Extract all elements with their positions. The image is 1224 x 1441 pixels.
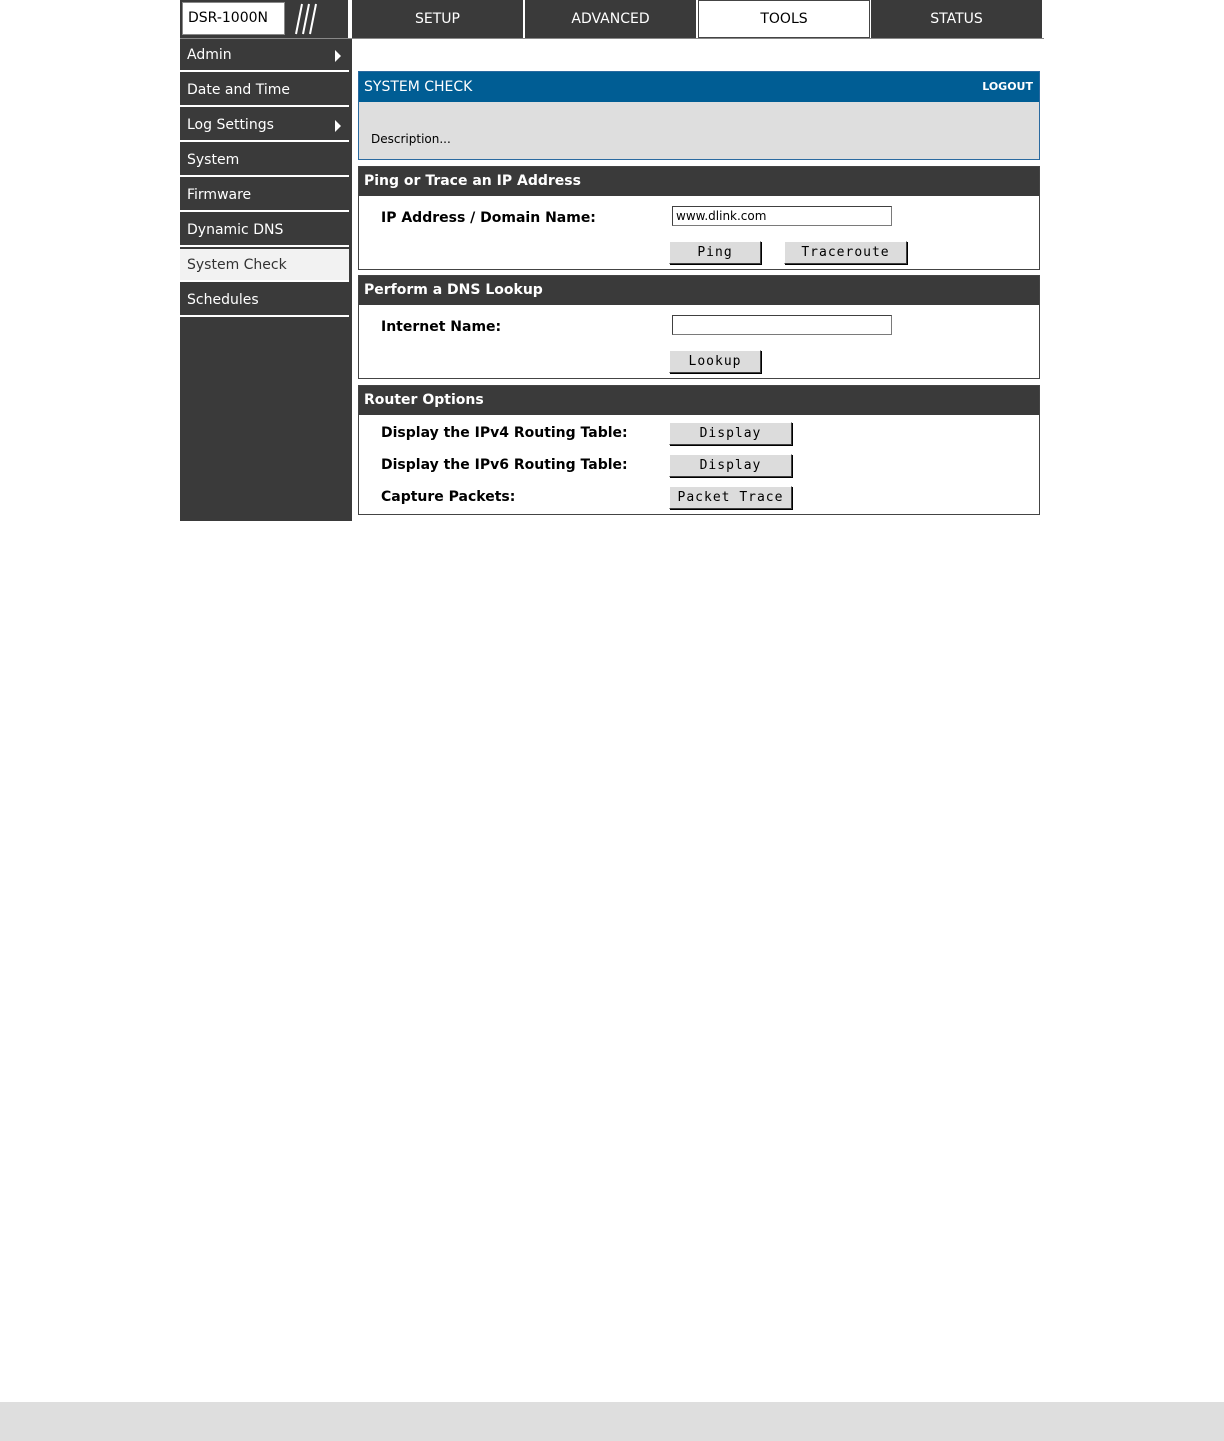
sidebar-item-label: Dynamic DNS [187,222,284,238]
router-options-section [358,385,1040,515]
ip-address-label: IP Address / Domain Name: [381,210,596,226]
sidebar [180,39,352,521]
sidebar-item-log-settings[interactable] [180,109,349,142]
sidebar-item-system[interactable] [180,144,349,177]
chevron-right-icon [335,120,341,132]
system-check-panel [358,71,1040,160]
dns-lookup-section [358,275,1040,379]
ping-section [358,166,1040,270]
sidebar-item-label: Date and Time [187,82,290,98]
sidebar-item-system-check[interactable] [180,249,349,282]
page-header [359,72,1039,102]
section-title: Perform a DNS Lookup [359,276,1039,305]
sidebar-item-label: Log Settings [187,117,274,133]
sidebar-item-label: Firmware [187,187,252,203]
internet-name-input[interactable] [672,315,892,335]
capture-packets-label: Capture Packets: [381,489,516,505]
ipv4-routing-label: Display the IPv4 Routing Table: [381,425,628,441]
model-name: DSR-1000N [182,2,285,35]
sidebar-item-schedules[interactable] [180,284,349,317]
display-ipv6-button[interactable]: Display [669,454,792,477]
chevron-right-icon [335,50,341,62]
sidebar-item-firmware[interactable] [180,179,349,212]
page-description: Description... [371,132,451,146]
sidebar-item-admin[interactable] [180,39,349,72]
section-title: Router Options [359,386,1039,415]
internet-name-label: Internet Name: [381,319,502,335]
lookup-button[interactable]: Lookup [669,350,761,373]
top-navigation [180,0,1044,38]
tab-setup[interactable]: SETUP [352,0,525,38]
brand-slash-icon [282,0,322,38]
sidebar-item-date-and-time[interactable] [180,74,349,107]
page-title: SYSTEM CHECK [364,79,473,95]
ping-button[interactable]: Ping [669,241,761,264]
logout-link[interactable]: LOGOUT [982,80,1033,93]
brand-area [180,0,350,38]
sidebar-item-label: Admin [187,47,232,63]
sidebar-item-label: System Check [187,257,287,273]
tab-status[interactable]: STATUS [871,0,1044,38]
ip-address-input[interactable] [672,206,892,226]
display-ipv4-button[interactable]: Display [669,422,792,445]
tab-advanced[interactable]: ADVANCED [525,0,698,38]
ipv6-routing-label: Display the IPv6 Routing Table: [381,457,628,473]
traceroute-button[interactable]: Traceroute [784,241,907,264]
sidebar-item-label: Schedules [187,292,259,308]
sidebar-item-dynamic-dns[interactable] [180,214,349,247]
sidebar-item-label: System [187,152,240,168]
footer-strip [0,1402,1224,1441]
tab-tools[interactable]: TOOLS [698,0,870,38]
packet-trace-button[interactable]: Packet Trace [669,486,792,509]
section-title: Ping or Trace an IP Address [359,167,1039,196]
